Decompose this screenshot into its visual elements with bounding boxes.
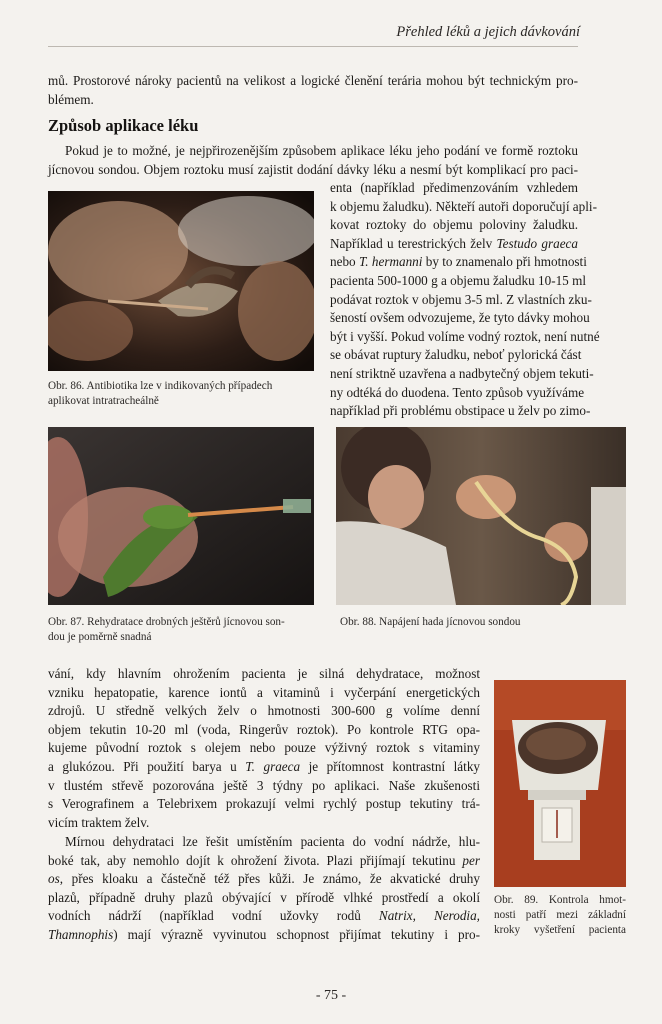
page-number: - 75 - [315, 988, 347, 1003]
tortoise-on-scale-image [494, 680, 626, 887]
text-line: os, přes kloaku a částečně též přes kůži. Je známo, že akvatické druhy [48, 871, 480, 887]
intro-paragraph [48, 72, 578, 109]
text-line: Thamnophis) mají výrazně vyvinutou schopnost přijímat tekutiny i pro- [48, 926, 480, 942]
text-line: plazů, případně druhy plazů obývající v přírodě vlhké prostředí a okolí [48, 889, 480, 905]
figure-89-caption [494, 893, 626, 938]
text-line: a glukózou. Při použití barya u T. graeca je přítomnost kontrastní látky [48, 758, 481, 774]
caption-line: Obr. 86. Antibiotika lze v indikovaných případech [48, 380, 273, 392]
text-line: Například u terestrických želv Testudo graeca [330, 235, 578, 251]
text-line: v tlustém střevě pozorována ještě 3 týdny po aplikaci. Naše zkušenosti [48, 777, 480, 793]
caption-line: Obr. 87. Rehydratace drobných ještěrů jícnovou son- [48, 616, 285, 628]
caption-line: Obr. 88. Napájení hada jícnovou sondou [340, 616, 521, 628]
text-line: se obávat ruptury žaludku, neboť pylorická část [330, 347, 582, 363]
figure-87-caption [48, 615, 314, 645]
caption-line: Obr. 89. Kontrola hmot- [494, 894, 626, 906]
text-line: blémem. [48, 91, 94, 107]
text-line: vzniku hepatopatie, karence iontů a vitaminů i vyčerpání energetických [48, 684, 480, 700]
figure-86-caption [48, 379, 314, 409]
paragraph-3 [48, 833, 480, 945]
text-line: objem tekutin 10-20 ml (voda, Ringerův roztok). Po kontrole RTG opa- [48, 721, 480, 737]
text-line: například při problému obstipace u želv po zimo- [330, 403, 591, 419]
figure-86-photo [48, 191, 314, 371]
figure-87-photo [48, 427, 314, 605]
text-line: pacienta 500-1000 g a objemu žaludku 10-15 ml [330, 272, 586, 288]
text-line: enta (například předimenzováním vzhledem [330, 180, 578, 195]
text-line: Pokud je to možné, je nejpřirozenějším způsobem aplikace léku jeho podání ve formě roztoku [65, 143, 578, 158]
text-line: vání, kdy hlavním ohrožením pacienta je silná dehydratace, možnost [48, 666, 480, 681]
caption-line: aplikovat intratracheálně [48, 395, 159, 407]
caption-line: nosti patří mezi základní [494, 909, 626, 921]
text-line: Mírnou dehydrataci lze řešit umístěním pacienta do vodní nádrže, hlu- [65, 834, 480, 849]
text-line: kovat roztoky do objemu poloviny žaludku. [330, 217, 578, 233]
running-header: Přehled léků a jejich dávkování [396, 24, 580, 40]
text-line: zdrojů. U středně velkých želv o hmotnosti 300-600 g volíme denní [48, 703, 480, 719]
header-rule [48, 46, 578, 47]
text-line: s Verografinem a Telebrixem prokazují velmi rychlý postup tekutiny trá- [48, 796, 480, 812]
caption-line: kroky vyšetření pacienta [494, 924, 626, 936]
text-line: vodních nádrží (například vodní užovky rodů Natrix, Nerodia, [48, 908, 480, 924]
figure-89-photo [494, 680, 626, 887]
text-line: boké tak, aby nemohlo dojít k ohrožení života. Plazi přijímají tekutinu per [48, 852, 480, 868]
text-line: být i vyšší. Pokud volíme vodný roztok, není nutné [330, 328, 600, 344]
text-line: šeností ovšem odvozujeme, že tyto dávky mohou [330, 310, 590, 326]
tortoise-intubation-image [48, 191, 314, 371]
text-line: k objemu žaludku). Někteří autoři doporučují apli- [330, 198, 597, 214]
text-line: ny odtéká do duodena. Tento způsob využíváme [330, 384, 585, 400]
paragraph-2 [48, 665, 480, 832]
figure-88-photo [336, 427, 626, 605]
text-line: není striktně uzavřena a nadbytečný objem tekuti- [330, 365, 594, 381]
paragraph-1-full [48, 142, 578, 179]
text-line: nebo T. hermanni by to znamenalo při hmotnosti [330, 254, 587, 270]
text-line: podávat roztok v objemu 3-5 ml. Z vlastních zku- [330, 291, 592, 307]
text-line: mů. Prostorové nároky pacientů na velikost a logické členění terária mohou být technickým pro- [48, 73, 578, 88]
section-heading: Způsob aplikace léku [48, 116, 199, 135]
lizard-feeding-tube-image [48, 427, 314, 605]
caption-line: dou je poměrně snadná [48, 631, 152, 643]
text-line: kujeme původní roztok s olejem nebo pouze výživný roztok s vitaminy [48, 740, 480, 756]
text-line: vicím traktem želv. [48, 814, 150, 830]
figure-88-caption [340, 615, 626, 630]
paragraph-1-right-column [330, 179, 600, 421]
text-line: jícnovou sondou. Objem roztoku musí zajistit dodání dávky léku a nesmí být komplikací pro paci- [48, 161, 578, 177]
snake-feeding-image [336, 427, 626, 605]
